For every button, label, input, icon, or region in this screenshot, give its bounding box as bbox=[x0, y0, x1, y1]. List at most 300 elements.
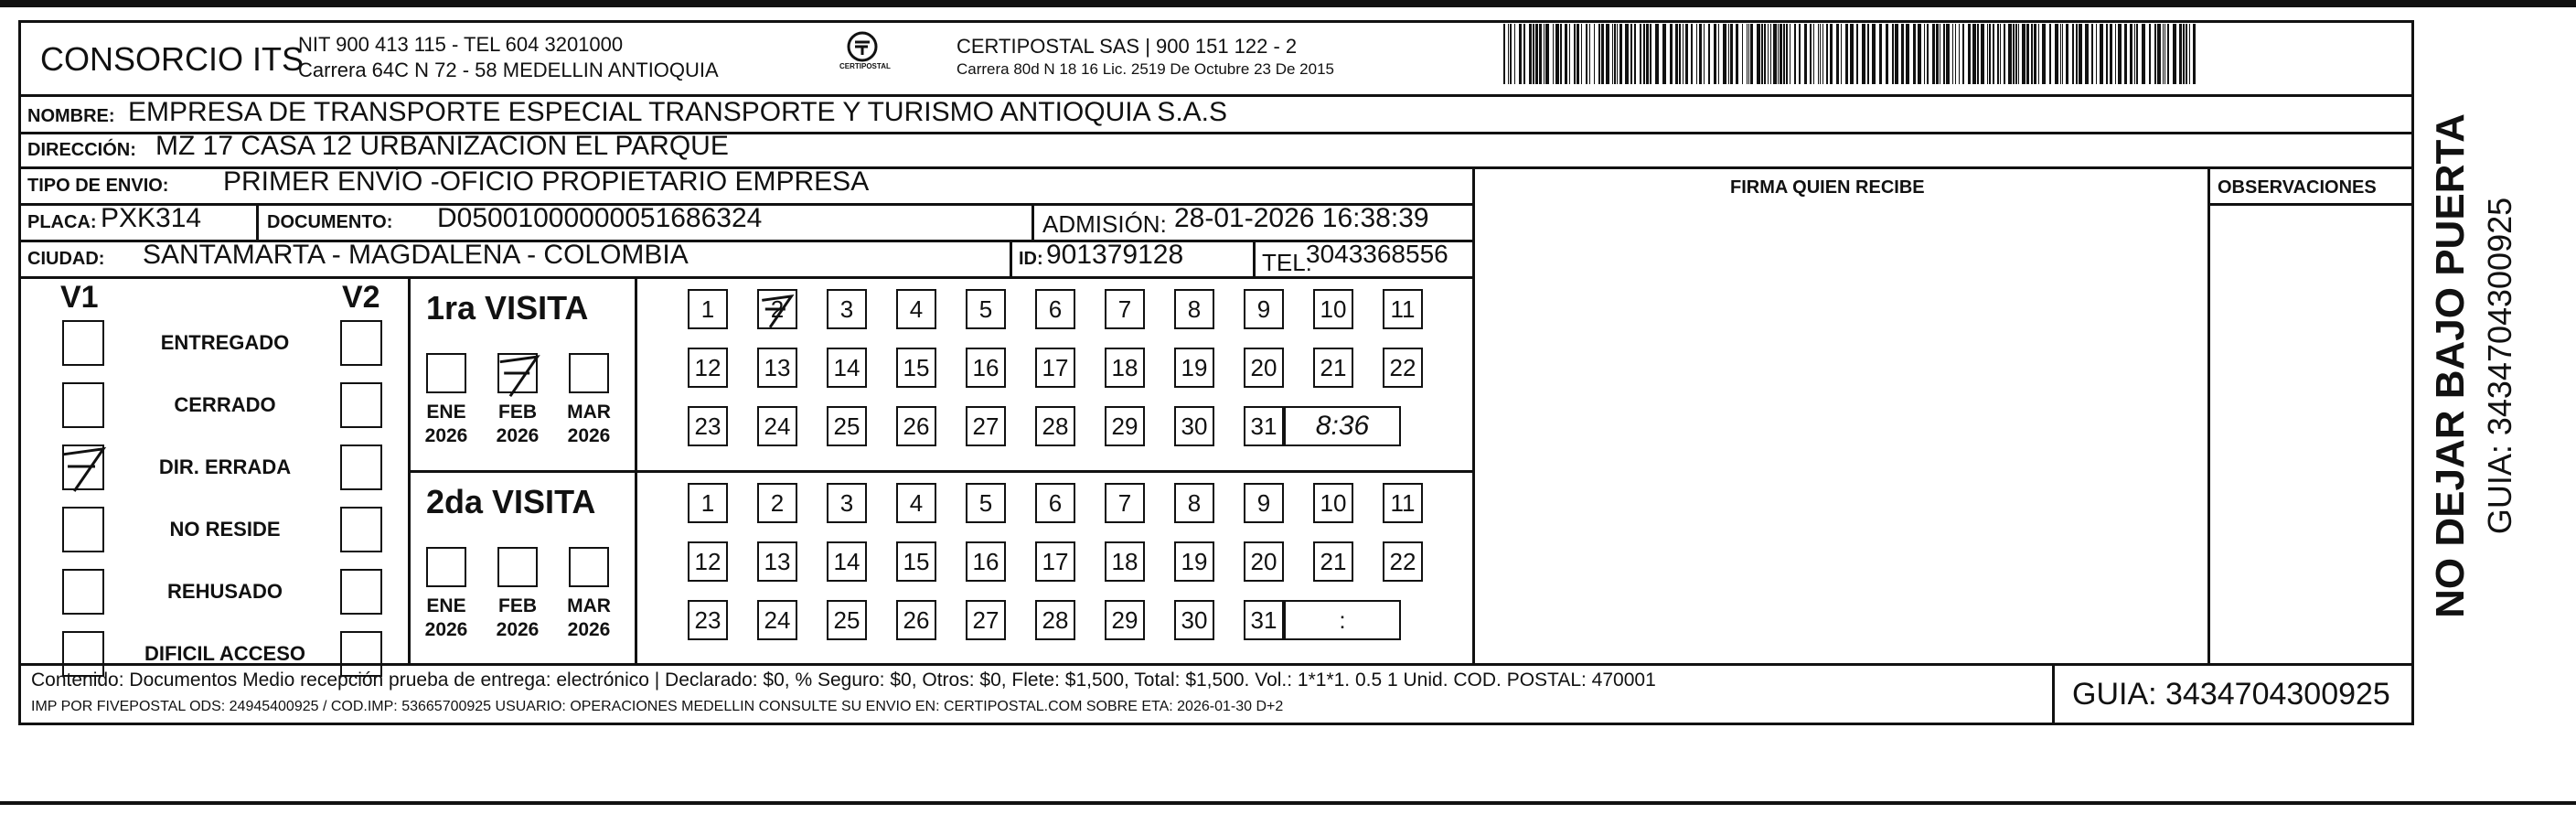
day-box[interactable]: 2 bbox=[757, 289, 797, 329]
barcode-bar bbox=[1804, 24, 1807, 84]
barcode-bar bbox=[1574, 24, 1576, 84]
barcode-bar bbox=[1742, 24, 1743, 84]
day-box[interactable]: 24 bbox=[757, 406, 797, 446]
barcode-bar bbox=[1545, 24, 1549, 84]
visit-title: 2da VISITA bbox=[426, 483, 596, 520]
day-box[interactable]: 31 bbox=[1244, 406, 1284, 446]
barcode-bar bbox=[2079, 24, 2082, 84]
barcode-bar bbox=[1594, 24, 1595, 84]
logo-icon bbox=[846, 31, 879, 62]
barcode-bar bbox=[1533, 24, 1534, 84]
barcode-bar bbox=[2115, 24, 2116, 84]
barcode-bar bbox=[1820, 24, 1821, 84]
day-box[interactable]: 12 bbox=[688, 348, 728, 388]
barcode-bar bbox=[1822, 24, 1823, 84]
barcode-bar bbox=[1650, 24, 1651, 84]
ciudad-value: SANTAMARTA - MAGDALENA - COLOMBIA bbox=[143, 240, 689, 270]
barcode-bar bbox=[1619, 24, 1622, 84]
barcode-bar bbox=[1714, 24, 1716, 84]
barcode-bar bbox=[1606, 24, 1609, 84]
check-mark-icon bbox=[494, 348, 545, 399]
divider bbox=[1031, 203, 1034, 240]
barcode-bar bbox=[1553, 24, 1554, 84]
day-box[interactable]: 6 bbox=[1035, 289, 1075, 329]
barcode-bar bbox=[1813, 24, 1814, 84]
top-rule bbox=[0, 0, 2576, 7]
barcode-bar bbox=[1581, 24, 1582, 84]
barcode-bar bbox=[1747, 24, 1748, 84]
documento-value: D05001000000051686324 bbox=[437, 203, 763, 233]
nit-line: NIT 900 413 115 - TEL 604 3201000 bbox=[298, 33, 624, 56]
barcode-bar bbox=[2038, 24, 2039, 84]
status-label: DIR. ERRADA bbox=[158, 455, 292, 478]
day-box[interactable]: 16 bbox=[966, 348, 1006, 388]
barcode-bar bbox=[1728, 24, 1729, 84]
barcode-bar bbox=[2183, 24, 2185, 84]
barcode-bar bbox=[1696, 24, 1697, 84]
day-box[interactable]: 28 bbox=[1035, 600, 1075, 640]
barcode-bar bbox=[2066, 24, 2068, 84]
month-checkbox[interactable] bbox=[497, 547, 538, 587]
observaciones-label: OBSERVACIONES bbox=[2218, 177, 2377, 198]
barcode-bar bbox=[1718, 24, 1719, 84]
day-box[interactable]: 18 bbox=[1105, 541, 1145, 582]
v2-checkbox[interactable] bbox=[340, 320, 382, 366]
barcode-bar bbox=[2022, 24, 2026, 84]
day-box[interactable]: 27 bbox=[966, 406, 1006, 446]
barcode-bar bbox=[2106, 24, 2108, 84]
visit-title: 1ra VISITA bbox=[426, 289, 589, 327]
day-box[interactable]: 23 bbox=[688, 600, 728, 640]
day-box[interactable]: 9 bbox=[1244, 483, 1284, 523]
day-box[interactable]: 7 bbox=[1105, 483, 1145, 523]
placa-value: PXK314 bbox=[101, 203, 202, 233]
day-box[interactable]: 11 bbox=[1383, 289, 1423, 329]
barcode-bar bbox=[1987, 24, 1988, 84]
day-box[interactable]: 30 bbox=[1174, 600, 1214, 640]
day-box[interactable]: 3 bbox=[827, 483, 867, 523]
barcode-bar bbox=[1778, 24, 1779, 84]
barcode-bar bbox=[1640, 24, 1641, 84]
barcode-bar bbox=[1981, 24, 1984, 84]
barcode-bar bbox=[2134, 24, 2135, 84]
day-box[interactable]: 3 bbox=[827, 289, 867, 329]
barcode-bar bbox=[1959, 24, 1960, 84]
barcode-bar bbox=[2031, 24, 2033, 84]
barcode-bar bbox=[1867, 24, 1869, 84]
barcode-bar bbox=[1932, 24, 1935, 84]
barcode-bar bbox=[1783, 24, 1785, 84]
barcode-bar bbox=[1845, 24, 1848, 84]
day-box[interactable]: 14 bbox=[827, 348, 867, 388]
day-box[interactable]: 23 bbox=[688, 406, 728, 446]
barcode-bar bbox=[1723, 24, 1726, 84]
day-box[interactable]: 21 bbox=[1313, 348, 1353, 388]
barcode-bar bbox=[1617, 24, 1618, 84]
month-label: FEB 2026 bbox=[496, 595, 540, 640]
barcode-bar bbox=[1589, 24, 1590, 84]
day-box[interactable]: 8 bbox=[1174, 483, 1214, 523]
barcode-bar bbox=[2142, 24, 2145, 84]
barcode-bar bbox=[2096, 24, 2097, 84]
certipostal-logo bbox=[839, 31, 891, 82]
barcode-bar bbox=[1764, 24, 1766, 84]
barcode-bar bbox=[2015, 24, 2017, 84]
barcode-bar bbox=[2034, 24, 2036, 84]
company-name: CONSORCIO ITS bbox=[40, 40, 305, 78]
tipo-value: PRIMER ENVÍO -OFICIO PROPIETARIO EMPRESA bbox=[223, 166, 870, 197]
month-checkbox[interactable] bbox=[426, 353, 466, 393]
status-label: REHUSADO bbox=[167, 580, 283, 603]
barcode-bar bbox=[1810, 24, 1812, 84]
day-box[interactable]: 15 bbox=[896, 541, 936, 582]
barcode-bar bbox=[1906, 24, 1909, 84]
barcode-bar bbox=[2186, 24, 2187, 84]
divider bbox=[1253, 240, 1256, 276]
barcode-bar bbox=[1612, 24, 1613, 84]
day-box[interactable]: 13 bbox=[757, 541, 797, 582]
day-box[interactable]: 26 bbox=[896, 600, 936, 640]
month-checkbox[interactable] bbox=[426, 547, 466, 587]
month-label: MAR 2026 bbox=[567, 402, 611, 446]
address-line: Carrera 64C N 72 - 58 MEDELLIN ANTIOQUIA bbox=[298, 59, 719, 81]
barcode-bar bbox=[1818, 24, 1819, 84]
barcode-bar bbox=[1529, 24, 1532, 84]
barcode-bar bbox=[1786, 24, 1788, 84]
divider bbox=[635, 470, 637, 664]
barcode-bar bbox=[1879, 24, 1882, 84]
day-box[interactable]: 22 bbox=[1383, 541, 1423, 582]
barcode-bar bbox=[1924, 24, 1925, 84]
status-label: DIFICIL ACCESO bbox=[144, 642, 305, 665]
day-box[interactable]: 5 bbox=[966, 483, 1006, 523]
day-box[interactable]: 17 bbox=[1035, 348, 1075, 388]
barcode-bar bbox=[1625, 24, 1629, 84]
barcode-bar bbox=[2008, 24, 2012, 84]
barcode-bar bbox=[1685, 24, 1688, 84]
barcode-bar bbox=[1826, 24, 1828, 84]
id-label: ID: bbox=[1019, 249, 1043, 269]
day-box[interactable]: 19 bbox=[1174, 541, 1214, 582]
day-box[interactable]: 12 bbox=[688, 541, 728, 582]
barcode-bar bbox=[2076, 24, 2078, 84]
barcode-bar bbox=[1993, 24, 1994, 84]
v2-checkbox[interactable] bbox=[340, 382, 382, 428]
day-box[interactable]: 5 bbox=[966, 289, 1006, 329]
day-box[interactable]: 1 bbox=[688, 289, 728, 329]
footer-line-1: Contenido: Documentos Medio recepción prueba de entrega: electrónico | Declarado: $0, % Seguro: $0, Otros: $0, Flete: $1,500, Total: $1,500. Vol.: 1*1*1. 0.5 1 Unid. COD. POSTAL: 470001 bbox=[31, 669, 1656, 691]
barcode-bar bbox=[1614, 24, 1616, 84]
barcode-bar bbox=[1757, 24, 1760, 84]
barcode-bar bbox=[2013, 24, 2015, 84]
barcode-bar bbox=[2000, 24, 2001, 84]
divider bbox=[635, 276, 637, 470]
barcode-bar bbox=[1895, 24, 1898, 84]
side-warning: NO DEJAR BAJO PUERTA bbox=[2428, 113, 2473, 618]
v2-checkbox[interactable] bbox=[340, 569, 382, 615]
barcode-bar bbox=[1670, 24, 1673, 84]
barcode-icon bbox=[1503, 24, 2198, 84]
day-box[interactable]: 26 bbox=[896, 406, 936, 446]
v1-checkbox[interactable] bbox=[62, 631, 104, 677]
barcode-bar bbox=[1655, 24, 1659, 84]
month-checkbox[interactable] bbox=[569, 547, 609, 587]
barcode-bar bbox=[1872, 24, 1876, 84]
nombre-label: NOMBRE: bbox=[27, 106, 115, 126]
barcode-bar bbox=[1519, 24, 1522, 84]
barcode-bar bbox=[1952, 24, 1953, 84]
admision-label: ADMISIÓN: bbox=[1042, 210, 1167, 238]
v1-label: V1 bbox=[60, 280, 99, 315]
barcode-bar bbox=[1989, 24, 1991, 84]
barcode-bar bbox=[1699, 24, 1702, 84]
barcode-bar bbox=[1598, 24, 1600, 84]
month-label: FEB 2026 bbox=[496, 402, 540, 446]
barcode-bar bbox=[1523, 24, 1525, 84]
barcode-bar bbox=[2189, 24, 2190, 84]
day-box[interactable]: 28 bbox=[1035, 406, 1075, 446]
barcode-bar bbox=[1841, 24, 1842, 84]
barcode-bar bbox=[2193, 24, 2196, 84]
barcode-bar bbox=[2164, 24, 2165, 84]
barcode-bar bbox=[2118, 24, 2122, 84]
day-box[interactable]: 18 bbox=[1105, 348, 1145, 388]
day-box[interactable]: 2 bbox=[757, 483, 797, 523]
documento-label: DOCUMENTO: bbox=[267, 212, 393, 232]
v1-checkbox[interactable] bbox=[62, 320, 104, 366]
barcode-bar bbox=[1892, 24, 1894, 84]
barcode-bar bbox=[2136, 24, 2138, 84]
barcode-bar bbox=[2100, 24, 2103, 84]
barcode-bar bbox=[1539, 24, 1542, 84]
day-box[interactable]: 11 bbox=[1383, 483, 1423, 523]
barcode-bar bbox=[1799, 24, 1801, 84]
barcode-bar bbox=[1794, 24, 1796, 84]
barcode-bar bbox=[2091, 24, 2093, 84]
barcode-bar bbox=[1691, 24, 1693, 84]
barcode-bar bbox=[1544, 24, 1545, 84]
barcode-bar bbox=[1997, 24, 1999, 84]
barcode-bar bbox=[1856, 24, 1858, 84]
barcode-bar bbox=[1679, 24, 1681, 84]
barcode-bar bbox=[1955, 24, 1956, 84]
month-checkbox[interactable] bbox=[569, 353, 609, 393]
day-box[interactable]: 14 bbox=[827, 541, 867, 582]
barcode-bar bbox=[1748, 24, 1749, 84]
v2-label: V2 bbox=[342, 280, 380, 315]
barcode-bar bbox=[1936, 24, 1939, 84]
v2-checkbox[interactable] bbox=[340, 631, 382, 677]
status-label: CERRADO bbox=[174, 393, 276, 416]
barcode-bar bbox=[2062, 24, 2063, 84]
barcode-bar bbox=[1569, 24, 1570, 84]
day-box[interactable]: 30 bbox=[1174, 406, 1214, 446]
barcode-bar bbox=[1634, 24, 1636, 84]
day-box[interactable]: 27 bbox=[966, 600, 1006, 640]
v2-checkbox[interactable] bbox=[340, 444, 382, 490]
day-box[interactable]: 1 bbox=[688, 483, 728, 523]
v1-checkbox[interactable] bbox=[62, 569, 104, 615]
day-box[interactable]: 20 bbox=[1244, 541, 1284, 582]
day-box[interactable]: 4 bbox=[896, 483, 936, 523]
day-box[interactable]: 9 bbox=[1244, 289, 1284, 329]
barcode-bar bbox=[1535, 24, 1538, 84]
day-box[interactable]: 10 bbox=[1313, 483, 1353, 523]
barcode-bar bbox=[1968, 24, 1971, 84]
ciudad-label: CIUDAD: bbox=[27, 249, 105, 269]
barcode-bar bbox=[2124, 24, 2127, 84]
barcode-bar bbox=[1630, 24, 1632, 84]
barcode-bar bbox=[1836, 24, 1839, 84]
barcode-bar bbox=[2167, 24, 2169, 84]
barcode-bar bbox=[1761, 24, 1763, 84]
direccion-value: MZ 17 CASA 12 URBANIZACION EL PARQUE bbox=[155, 131, 729, 161]
barcode-bar bbox=[1901, 24, 1904, 84]
divider bbox=[18, 276, 1472, 279]
signature-area[interactable] bbox=[1475, 206, 2207, 663]
barcode-bar bbox=[2110, 24, 2112, 84]
day-box[interactable]: 29 bbox=[1105, 406, 1145, 446]
barcode-bar bbox=[1601, 24, 1604, 84]
barcode-bar bbox=[1850, 24, 1854, 84]
barcode-bar bbox=[2049, 24, 2051, 84]
barcode-bar bbox=[1560, 24, 1562, 84]
day-box[interactable]: 13 bbox=[757, 348, 797, 388]
barcode-bar bbox=[2042, 24, 2046, 84]
barcode-bar bbox=[2179, 24, 2182, 84]
tipo-label: TIPO DE ENVIO: bbox=[27, 176, 169, 196]
day-box[interactable]: 19 bbox=[1174, 348, 1214, 388]
day-box[interactable]: 17 bbox=[1035, 541, 1075, 582]
barcode-bar bbox=[2055, 24, 2058, 84]
barcode-bar bbox=[1675, 24, 1678, 84]
barcode-bar bbox=[1736, 24, 1738, 84]
tel-label: TEL: bbox=[1262, 249, 1312, 276]
footer-line-2: IMP POR FIVEPOSTAL ODS: 24945400925 / COD.IMP: 53665700925 USUARIO: OPERACIONES MEDELLIN CONSULTE SU ENVIO EN: CERTIPOSTAL.COM SOBRE ETA: 2026-01-30 D+2 bbox=[31, 699, 1284, 714]
v2-checkbox[interactable] bbox=[340, 507, 382, 552]
firma-label: FIRMA QUIEN RECIBE bbox=[1730, 177, 1925, 198]
day-box[interactable]: 7 bbox=[1105, 289, 1145, 329]
tel-value: 3043368556 bbox=[1306, 240, 1448, 268]
id-value: 901379128 bbox=[1046, 240, 1184, 270]
placa-label: PLACA: bbox=[27, 212, 97, 232]
day-box[interactable]: 25 bbox=[827, 406, 867, 446]
nombre-value: EMPRESA DE TRANSPORTE ESPECIAL TRANSPORTE Y TURISMO ANTIOQUIA S.A.S bbox=[128, 97, 1228, 127]
barcode-bar bbox=[1770, 24, 1771, 84]
barcode-bar bbox=[1862, 24, 1865, 84]
admision-value: 28-01-2026 16:38:39 bbox=[1174, 203, 1429, 233]
barcode-bar bbox=[1586, 24, 1587, 84]
barcode-bar bbox=[1962, 24, 1964, 84]
barcode-bar bbox=[1730, 24, 1733, 84]
barcode-bar bbox=[2163, 24, 2164, 84]
month-label: ENE 2026 bbox=[424, 402, 468, 446]
day-box[interactable]: 4 bbox=[896, 289, 936, 329]
time-box[interactable]: : bbox=[1284, 600, 1401, 640]
barcode-bar bbox=[2072, 24, 2074, 84]
carrier-address: Carrera 80d N 18 16 Lic. 2519 De Octubre 23 De 2015 bbox=[957, 60, 1334, 78]
barcode-bar bbox=[1918, 24, 1921, 84]
day-box[interactable]: 15 bbox=[896, 348, 936, 388]
divider bbox=[1010, 240, 1012, 276]
barcode-bar bbox=[1886, 24, 1888, 84]
barcode-bar bbox=[1780, 24, 1782, 84]
barcode-bar bbox=[1577, 24, 1579, 84]
barcode-bar bbox=[2026, 24, 2029, 84]
day-box[interactable]: 25 bbox=[827, 600, 867, 640]
status-label: ENTREGADO bbox=[160, 331, 290, 354]
barcode-bar bbox=[1708, 24, 1710, 84]
barcode-bar bbox=[1508, 24, 1509, 84]
month-label: MAR 2026 bbox=[567, 595, 611, 640]
day-box[interactable]: 24 bbox=[757, 600, 797, 640]
barcode-bar bbox=[1977, 24, 1979, 84]
barcode-bar bbox=[1943, 24, 1945, 84]
barcode-bar bbox=[1773, 24, 1777, 84]
observations-area[interactable] bbox=[2210, 206, 2411, 663]
day-box[interactable]: 6 bbox=[1035, 483, 1075, 523]
barcode-bar bbox=[2004, 24, 2005, 84]
barcode-bar bbox=[1830, 24, 1833, 84]
barcode-bar bbox=[1946, 24, 1950, 84]
divider bbox=[408, 470, 1472, 473]
direccion-label: DIRECCIÓN: bbox=[27, 140, 136, 160]
barcode-bar bbox=[2149, 24, 2151, 84]
v1-checkbox[interactable] bbox=[62, 382, 104, 428]
day-box[interactable]: 31 bbox=[1244, 600, 1284, 640]
barcode-bar bbox=[1704, 24, 1705, 84]
day-box[interactable]: 16 bbox=[966, 541, 1006, 582]
barcode-bar bbox=[1514, 24, 1515, 84]
day-box[interactable]: 21 bbox=[1313, 541, 1353, 582]
day-box[interactable]: 22 bbox=[1383, 348, 1423, 388]
day-box[interactable]: 8 bbox=[1174, 289, 1214, 329]
barcode-bar bbox=[1750, 24, 1753, 84]
barcode-bar bbox=[2130, 24, 2132, 84]
check-mark-icon bbox=[57, 439, 112, 494]
bottom-rule bbox=[0, 801, 2576, 805]
barcode-bar bbox=[1503, 24, 1505, 84]
barcode-bar bbox=[2085, 24, 2089, 84]
barcode-bar bbox=[1555, 24, 1559, 84]
time-box[interactable]: 8:36 bbox=[1284, 406, 1401, 446]
barcode-bar bbox=[1646, 24, 1649, 84]
side-guia: GUIA: 3434704300925 bbox=[2481, 197, 2518, 535]
day-box[interactable]: 10 bbox=[1313, 289, 1353, 329]
logo-text: CERTIPOSTAL bbox=[839, 62, 891, 70]
footer-guia: GUIA: 3434704300925 bbox=[2072, 677, 2390, 712]
divider bbox=[256, 203, 259, 240]
barcode-bar bbox=[1768, 24, 1769, 84]
barcode-bar bbox=[2154, 24, 2156, 84]
barcode-bar bbox=[1972, 24, 1976, 84]
status-label: NO RESIDE bbox=[169, 518, 281, 541]
divider bbox=[2052, 663, 2055, 725]
day-box[interactable]: 29 bbox=[1105, 600, 1145, 640]
carrier-line: CERTIPOSTAL SAS | 900 151 122 - 2 bbox=[957, 35, 1298, 58]
v1-checkbox[interactable] bbox=[62, 507, 104, 552]
day-box[interactable]: 20 bbox=[1244, 348, 1284, 388]
check-mark-icon bbox=[757, 289, 797, 329]
barcode-bar bbox=[2060, 24, 2061, 84]
barcode-bar bbox=[1565, 24, 1567, 84]
barcode-bar bbox=[1927, 24, 1929, 84]
barcode-bar bbox=[2173, 24, 2176, 84]
barcode-bar bbox=[1643, 24, 1645, 84]
barcode-bar bbox=[1662, 24, 1666, 84]
barcode-bar bbox=[2157, 24, 2161, 84]
barcode-bar bbox=[1510, 24, 1512, 84]
